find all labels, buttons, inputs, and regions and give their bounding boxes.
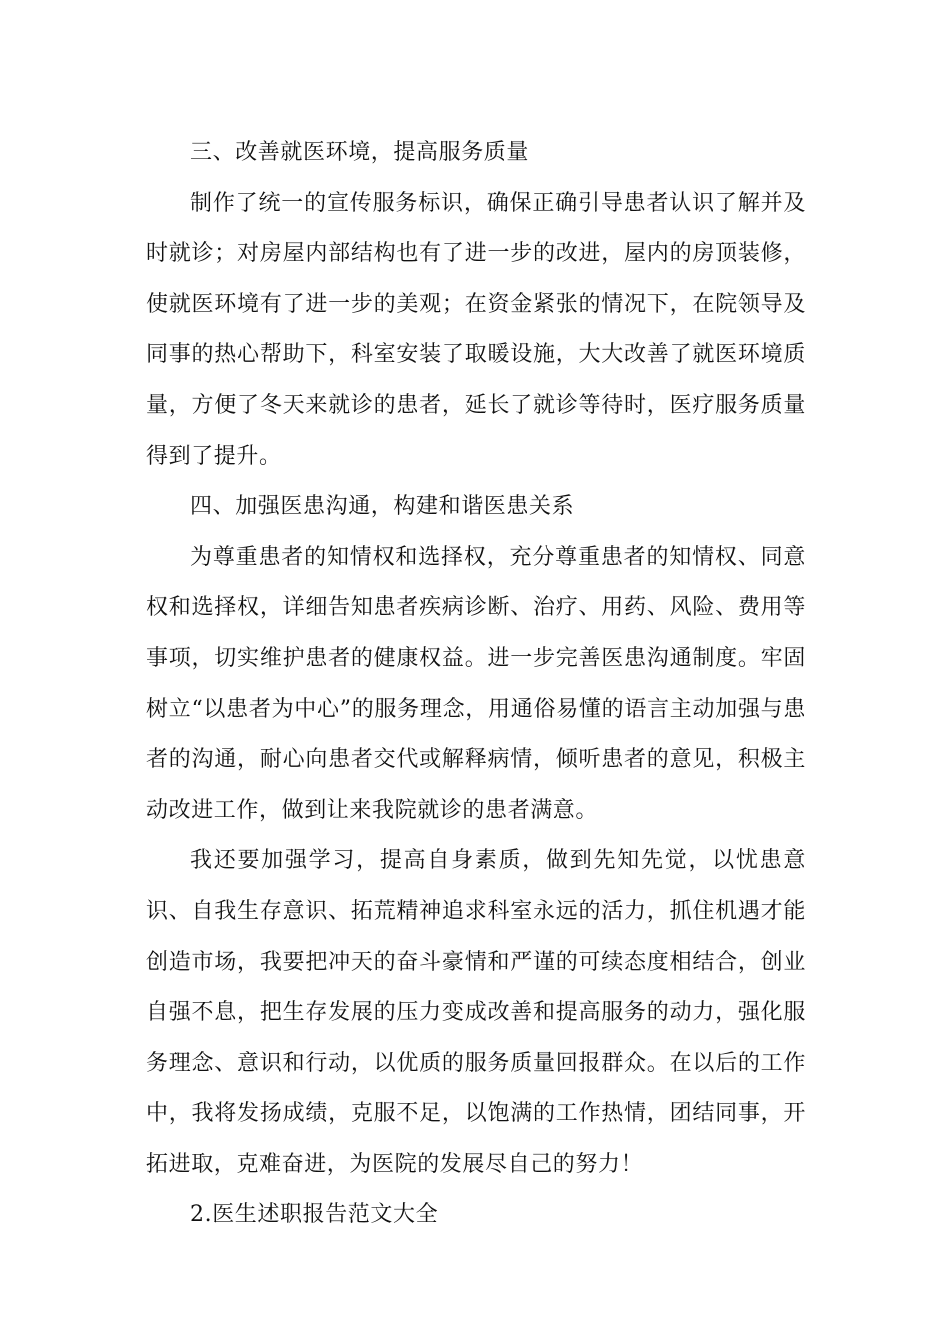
paragraph-communication: 为尊重患者的知情权和选择权，充分尊重患者的知情权、同意权和选择权，详细告知患者疾病诊断、治疗、用药、风险、费用等事项，切实维护患者的健康权益。进一步完善医患沟通制度。牢固树立“以患者为中心”的服务理念，用通俗易懂的语言主动加强与患者的沟通，耐心向患者交代或解释病情，倾听患者的意见，积极主动改进工作，做到让来我院就诊的患者满意。 <box>146 544 806 823</box>
section-heading-4: 四、加强医患沟通，构建和谐医患关系 <box>190 494 575 520</box>
next-article-title: 2.医生述职报告范文大全 <box>190 1202 439 1228</box>
document-page <box>146 128 806 1241</box>
paragraph-conclusion: 我还要加强学习，提高自身素质，做到先知先觉，以忧患意识、自我生存意识、拓荒精神追求科室永远的活力，抓住机遇才能创造市场，我要把冲天的奋斗豪情和严谨的可续态度相结合，创业自强不息，把生存发展的压力变成改善和提高服务的动力，强化服务理念、意识和行动，以优质的服务质量回报群众。在以后的工作中，我将发扬成绩，克服不足，以饱满的工作热情，团结同事，开拓进取，克难奋进，为医院的发展尽自己的努力！ <box>146 848 806 1177</box>
paragraph-environment: 制作了统一的宣传服务标识，确保正确引导患者认识了解并及时就诊；对房屋内部结构也有了进一步的改进，屋内的房顶装修，使就医环境有了进一步的美观；在资金紧张的情况下，在院领导及同事的热心帮助下，科室安装了取暖设施，大大改善了就医环境质量，方便了冬天来就诊的患者，延长了就诊等待时，医疗服务质量得到了提升。 <box>146 190 806 469</box>
section-heading-3: 三、改善就医环境，提高服务质量 <box>190 140 530 165</box>
